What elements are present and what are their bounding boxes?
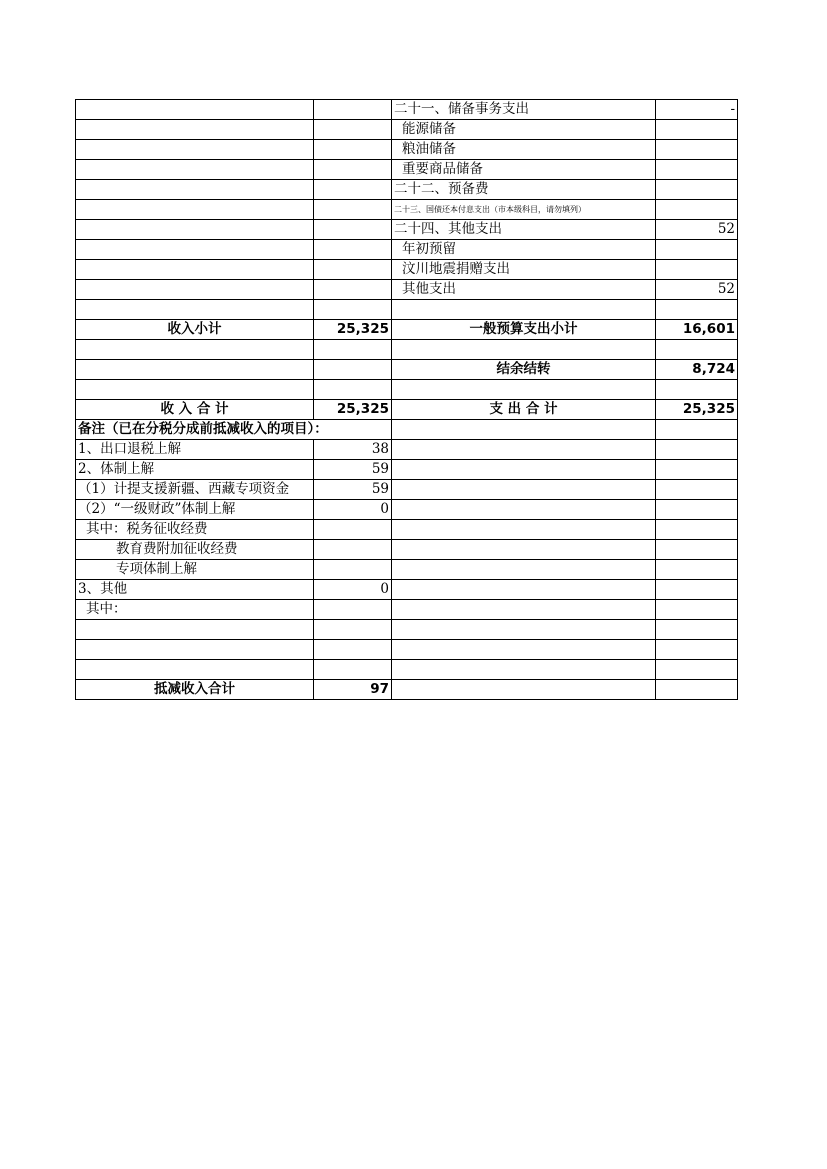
table-row — [76, 240, 738, 260]
expense-item-value — [656, 160, 738, 180]
table-row — [76, 120, 738, 140]
note-item-value: 0 — [314, 500, 392, 520]
note-item-label: 专项体制上解 — [76, 560, 314, 580]
notes-title: 备注（已在分税分成前抵减收入的项目）： — [76, 420, 392, 440]
expense-item-label: 年初预留 — [392, 240, 656, 260]
deduction-total-row — [76, 680, 738, 700]
table-row — [76, 580, 738, 600]
total-row — [76, 400, 738, 420]
expense-item-label: 粮油储备 — [392, 140, 656, 160]
income-total-label: 收 入 合 计 — [76, 400, 314, 420]
expense-item-label: 能源储备 — [392, 120, 656, 140]
note-item-label: 其中：税务征收经费 — [76, 520, 314, 540]
income-total-value: 25,325 — [314, 400, 392, 420]
note-item-value: 38 — [314, 440, 392, 460]
table-row — [76, 560, 738, 580]
budget-table — [75, 99, 738, 700]
note-item-label: （1）计提支援新疆、西藏专项资金 — [76, 480, 314, 500]
note-item-value — [314, 600, 392, 620]
note-item-value: 59 — [314, 480, 392, 500]
expense-total-label: 支 出 合 计 — [392, 400, 656, 420]
expense-item-value — [656, 260, 738, 280]
expense-item-label: 其他支出 — [392, 280, 656, 300]
expense-item-value — [656, 180, 738, 200]
table-row-empty — [76, 660, 738, 680]
income-subtotal-label: 收入小计 — [76, 320, 314, 340]
table-row — [76, 260, 738, 280]
expense-item-value — [656, 120, 738, 140]
expense-item-value — [656, 200, 738, 220]
note-item-label: 2、体制上解 — [76, 460, 314, 480]
table-row — [76, 140, 738, 160]
table-row-empty — [76, 620, 738, 640]
note-item-value — [314, 520, 392, 540]
note-item-label: 其中： — [76, 600, 314, 620]
expense-total-value: 25,325 — [656, 400, 738, 420]
table-row-empty — [76, 300, 738, 320]
table-row-empty — [76, 380, 738, 400]
table-row — [76, 100, 738, 120]
expense-item-label: 二十四、其他支出 — [392, 220, 656, 240]
note-item-value — [314, 560, 392, 580]
table-row-empty — [76, 640, 738, 660]
note-item-label: 教育费附加征收经费 — [76, 540, 314, 560]
notes-title-row — [76, 420, 738, 440]
table-row — [76, 160, 738, 180]
note-item-label: 1、出口退税上解 — [76, 440, 314, 460]
balance-value: 8,724 — [656, 360, 738, 380]
note-item-value: 59 — [314, 460, 392, 480]
expense-item-label: 二十三、国债还本付息支出（市本级科目，请勿填列） — [392, 200, 656, 220]
subtotal-row — [76, 320, 738, 340]
balance-label: 结余结转 — [392, 360, 656, 380]
table-row — [76, 520, 738, 540]
expense-item-value: 52 — [656, 220, 738, 240]
note-item-value: 0 — [314, 580, 392, 600]
table-row — [76, 440, 738, 460]
expense-item-label: 二十二、预备费 — [392, 180, 656, 200]
table-row — [76, 540, 738, 560]
deduction-total-label: 抵减收入合计 — [76, 680, 314, 700]
expense-item-label: 重要商品储备 — [392, 160, 656, 180]
expense-item-value — [656, 240, 738, 260]
table-row — [76, 280, 738, 300]
income-subtotal-value: 25,325 — [314, 320, 392, 340]
table-row — [76, 220, 738, 240]
table-row — [76, 460, 738, 480]
expense-item-value — [656, 140, 738, 160]
expense-item-label: 汶川地震捐赠支出 — [392, 260, 656, 280]
table-row — [76, 180, 738, 200]
expense-item-value: 52 — [656, 280, 738, 300]
balance-row — [76, 360, 738, 380]
note-item-label: 3、其他 — [76, 580, 314, 600]
deduction-total-value: 97 — [314, 680, 392, 700]
expense-subtotal-label: 一般预算支出小计 — [392, 320, 656, 340]
expense-item-label: 二十一、储备事务支出 — [392, 100, 656, 120]
note-item-label: （2）“一级财政”体制上解 — [76, 500, 314, 520]
table-row — [76, 600, 738, 620]
note-item-value — [314, 540, 392, 560]
expense-subtotal-value: 16,601 — [656, 320, 738, 340]
table-row — [76, 500, 738, 520]
expense-item-value: - — [656, 100, 738, 120]
table-row-empty — [76, 340, 738, 360]
table-row — [76, 480, 738, 500]
table-row — [76, 200, 738, 220]
